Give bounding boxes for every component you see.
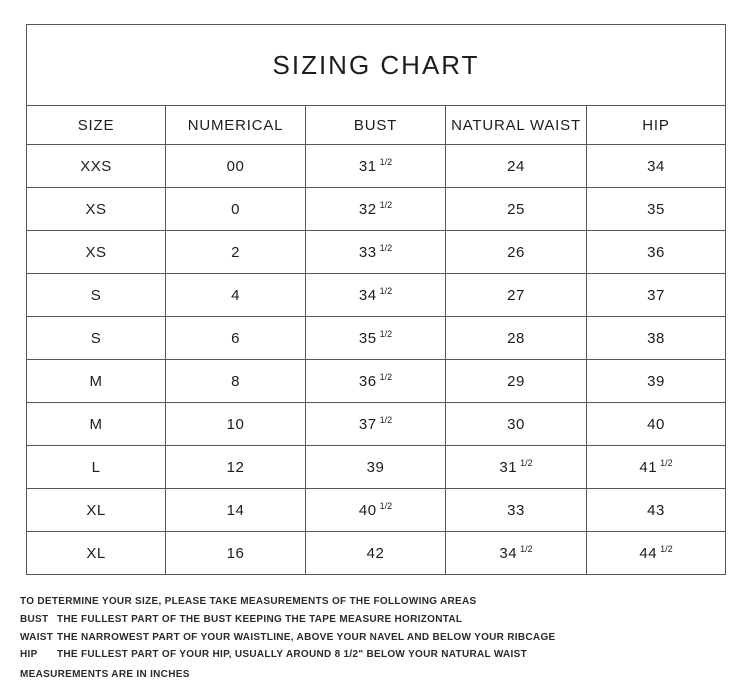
cell-fraction: 1/2 — [660, 543, 673, 554]
cell-value: 38 — [647, 329, 665, 347]
cell-value: 40 — [647, 415, 665, 433]
table-cell — [587, 317, 726, 360]
table-cell — [306, 360, 446, 403]
term-definition: THE FULLEST PART OF THE BUST KEEPING THE TAPE MEASURE HORIZONTAL — [57, 614, 463, 625]
table-cell — [27, 274, 166, 317]
table-cell — [306, 532, 446, 575]
cell-value: S — [90, 329, 102, 347]
table-row — [27, 403, 726, 446]
cell-value: XS — [85, 243, 107, 261]
table-cell — [587, 274, 726, 317]
cell-value: 34 — [499, 544, 518, 562]
table-cell — [27, 145, 166, 188]
cell-value: 34 — [647, 157, 665, 175]
cell-value: 33 — [358, 243, 377, 261]
cell-value: 25 — [507, 200, 525, 218]
table-cell — [446, 446, 587, 489]
cell-fraction: 1/2 — [520, 543, 533, 554]
table-cell — [446, 489, 587, 532]
cell-fraction: 1/2 — [379, 371, 393, 382]
column-header: HIP — [587, 106, 726, 145]
cell-value: XL — [86, 501, 106, 519]
cell-value: 0 — [231, 200, 240, 218]
term-label: BUST — [20, 614, 49, 625]
cell-value: M — [89, 415, 103, 433]
term-definition: THE NARROWEST PART OF YOUR WAISTLINE, ABOVE YOUR NAVEL AND BELOW YOUR RIBCAGE — [57, 631, 556, 643]
table-cell — [27, 231, 166, 274]
page-title: SIZING CHART — [27, 25, 726, 106]
table-cell — [587, 231, 726, 274]
cell-value: 39 — [647, 372, 665, 390]
cell-value: 35 — [358, 329, 377, 347]
footer-intro: TO DETERMINE YOUR SIZE, PLEASE TAKE MEASUREMENTS OF THE FOLLOWING AREAS — [20, 596, 477, 607]
table-cell — [446, 188, 587, 231]
table-cell — [587, 188, 726, 231]
table-row — [27, 446, 726, 489]
cell-value: 32 — [358, 200, 377, 218]
table-row — [27, 532, 726, 575]
cell-fraction: 1/2 — [379, 500, 393, 511]
table-row — [27, 231, 726, 274]
table-cell — [446, 532, 587, 575]
cell-fraction: 1/2 — [379, 285, 393, 296]
table-row — [27, 188, 726, 231]
table-cell — [27, 489, 166, 532]
table-cell — [446, 360, 587, 403]
table-cell — [587, 360, 726, 403]
term-definition: THE FULLEST PART OF YOUR HIP, USUALLY AROUND 8 1/2" BELOW YOUR NATURAL WAIST — [57, 649, 527, 660]
cell-value: 00 — [226, 157, 245, 175]
cell-value: 31 — [499, 458, 518, 476]
table-cell — [27, 317, 166, 360]
cell-fraction: 1/2 — [379, 156, 393, 167]
table-cell — [306, 489, 446, 532]
table-cell — [166, 274, 306, 317]
table-cell — [446, 317, 587, 360]
table-cell — [166, 231, 306, 274]
cell-value: 34 — [358, 286, 377, 304]
footer-notes — [20, 596, 736, 680]
term-label: HIP — [20, 649, 38, 660]
table-cell — [587, 489, 726, 532]
footer-terms — [20, 614, 736, 660]
table-cell — [27, 360, 166, 403]
cell-value: XL — [86, 544, 106, 562]
table-cell — [27, 532, 166, 575]
cell-fraction: 1/2 — [379, 414, 393, 425]
cell-value: XXS — [80, 157, 112, 175]
cell-value: 2 — [231, 243, 240, 261]
cell-value: 14 — [226, 501, 245, 519]
table-cell — [306, 317, 446, 360]
cell-value: L — [91, 458, 101, 476]
cell-value: 12 — [226, 458, 245, 476]
table-cell — [446, 274, 587, 317]
cell-fraction: 1/2 — [660, 457, 673, 468]
cell-value: 42 — [366, 544, 385, 562]
cell-value: 35 — [647, 200, 665, 218]
cell-value: 37 — [358, 415, 377, 433]
cell-value: 30 — [507, 415, 525, 433]
column-header: NATURAL WAIST — [446, 106, 587, 145]
table-cell — [587, 446, 726, 489]
table-cell — [587, 532, 726, 575]
cell-value: 6 — [231, 329, 240, 347]
table-cell — [306, 274, 446, 317]
cell-value: 44 — [639, 544, 658, 562]
table-row — [27, 145, 726, 188]
cell-value: 24 — [507, 157, 525, 175]
term-label: WAIST — [20, 631, 54, 643]
term-line — [20, 632, 736, 643]
table-row — [27, 360, 726, 403]
column-header: BUST — [306, 106, 446, 145]
table-cell — [166, 145, 306, 188]
table-cell — [166, 188, 306, 231]
table-cell — [306, 145, 446, 188]
table-cell — [166, 446, 306, 489]
term-line — [20, 649, 736, 660]
table-row — [27, 317, 726, 360]
table-cell — [166, 403, 306, 446]
cell-fraction: 1/2 — [520, 457, 533, 468]
cell-value: 41 — [639, 458, 658, 476]
cell-value: 16 — [226, 544, 245, 562]
table-cell — [166, 317, 306, 360]
table-cell — [27, 188, 166, 231]
table-cell — [27, 446, 166, 489]
table-body — [27, 145, 726, 575]
table-cell — [587, 145, 726, 188]
cell-value: 31 — [358, 157, 377, 175]
cell-value: 36 — [358, 372, 377, 390]
table-row — [27, 489, 726, 532]
cell-value: 37 — [647, 286, 665, 304]
table-cell — [446, 403, 587, 446]
cell-value: 27 — [507, 286, 525, 304]
sizing-table — [26, 24, 726, 575]
cell-fraction: 1/2 — [379, 199, 393, 210]
table-cell — [306, 446, 446, 489]
table-cell — [306, 231, 446, 274]
cell-fraction: 1/2 — [379, 328, 393, 339]
cell-value: M — [89, 372, 103, 390]
cell-value: 36 — [647, 243, 665, 261]
cell-value: 40 — [358, 501, 377, 519]
cell-value: 8 — [231, 372, 240, 390]
term-line — [20, 614, 736, 625]
table-cell — [27, 403, 166, 446]
column-header: NUMERICAL — [166, 106, 306, 145]
cell-value: 10 — [226, 415, 245, 433]
table-cell — [166, 489, 306, 532]
cell-value: 39 — [366, 458, 385, 476]
table-row — [27, 274, 726, 317]
cell-value: S — [90, 286, 102, 304]
table-cell — [166, 360, 306, 403]
title-row — [27, 25, 726, 106]
table-cell — [306, 188, 446, 231]
footer-units-note: MEASUREMENTS ARE IN INCHES — [20, 669, 190, 680]
cell-value: 33 — [507, 501, 525, 519]
cell-value: XS — [85, 200, 107, 218]
table-header-row — [27, 106, 726, 145]
cell-value: 28 — [507, 329, 525, 347]
cell-fraction: 1/2 — [379, 242, 393, 253]
table-cell — [446, 145, 587, 188]
table-cell — [446, 231, 587, 274]
cell-value: 43 — [647, 501, 665, 519]
column-header: SIZE — [27, 106, 166, 145]
table-cell — [306, 403, 446, 446]
table-cell — [166, 532, 306, 575]
cell-value: 26 — [507, 243, 525, 261]
cell-value: 4 — [231, 286, 240, 304]
table-cell — [587, 403, 726, 446]
cell-value: 29 — [507, 372, 525, 390]
